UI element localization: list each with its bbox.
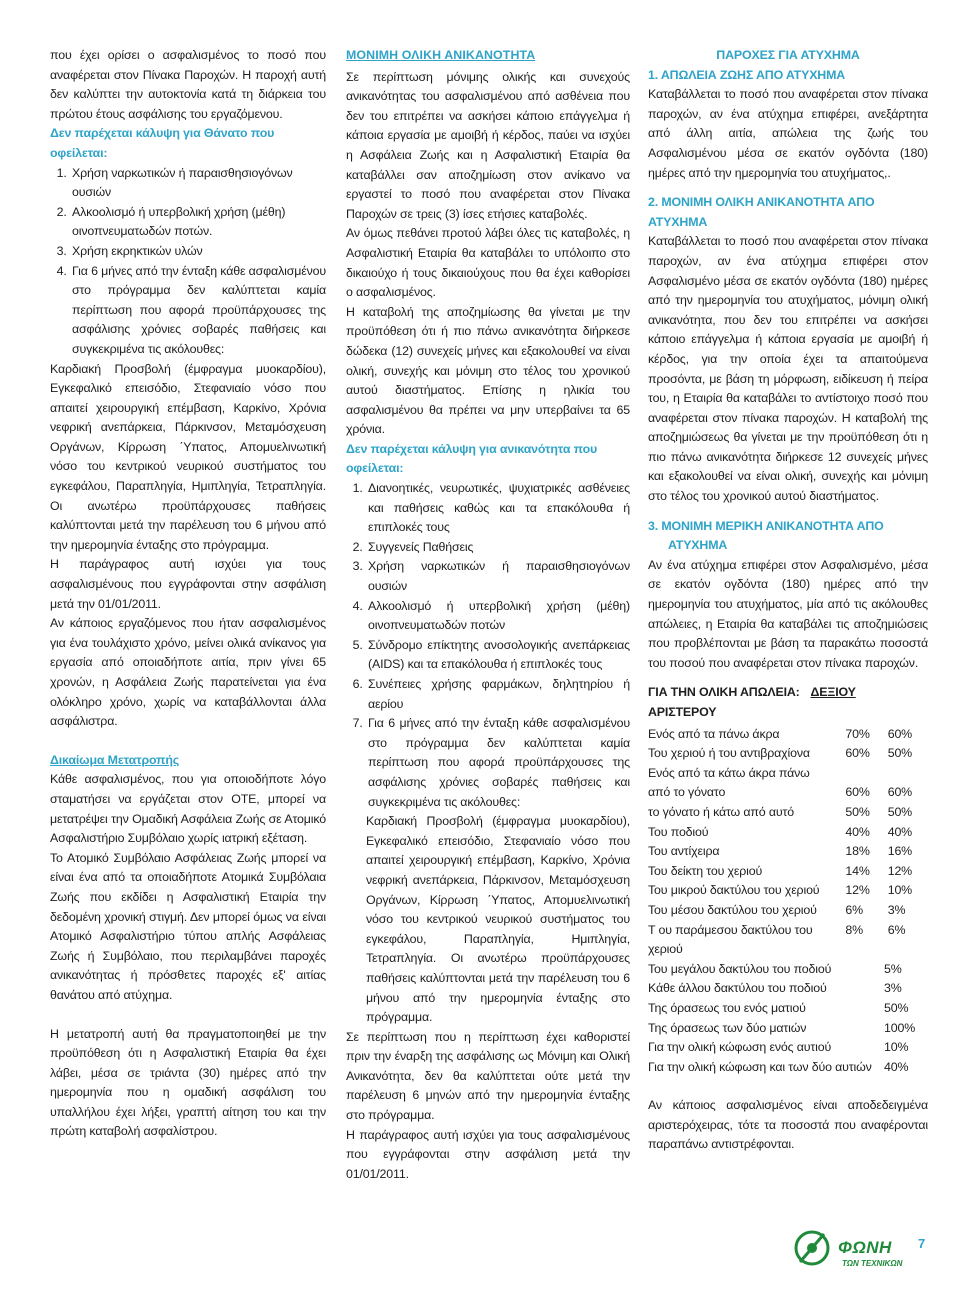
no-cover-disability-list: [346, 479, 630, 812]
table-cell-value: 50%: [884, 1000, 909, 1015]
no-cover-death-list: [50, 164, 326, 360]
list-item: 5. Σύνδρομο επίκτητης ανοσολογικής ανεπάρκειας (AIDS) και τα επακόλουθα ή επιπλοκές τους: [366, 636, 630, 675]
table-cell-right: 60%: [845, 746, 870, 761]
list-item: 1. Διανοητικές, νευρωτικές, ψυχιατρικές ασθένειες και παθήσεις καθώς και τα επακόλουθα ή επιπλοκές τους: [366, 479, 630, 538]
section-1-paragraph: Καταβάλλεται το ποσό που αναφέρεται στον πίνακα παροχών, αν ένα ατύχημα επιφέρει, ανεξάρτητα από άλλη αιτία, απώλεια της ζωής του Ασφαλισμένου μέσα σε εκατόν ογδόντα (180) ημέρες από την ημερομηνία του ατυχήματος,.: [648, 87, 928, 180]
list-item: 6. Συνέπειες χρήσης φαρμάκων, δηλητηρίου ή αερίου: [366, 675, 630, 714]
table-row: [648, 901, 928, 921]
table-cell-left: 40%: [887, 824, 913, 839]
table-cell-left: 16%: [887, 844, 913, 859]
paragraph-disability-3: Η καταβολή της αποζημίωσης θα γίνεται με την προϋπόθεση ότι ή πιο πάνω ανικανότητα διήρκεσε δώδεκα (12) συνεχείς μήνες και εξακολουθεί να είναι ολική, συνεχής και μόνιμη στο τέλος του χρονικού αυτού διαστήματος. Επίσης η ηλικία του ασφαλισμένου θα πρέπει να μην υπερβαίνει τα 65 χρόνια.: [346, 304, 630, 437]
paragraph-conversion-2: Το Ατομικό Συμβόλαιο Ασφάλειας Ζωής μπορεί να είναι ένα από τα οποιαδήποτε Ατομικά Συμβόλαια Ζωής που εκδίδει η Ασφαλιστική Εταιρία την δεδομένη χρονική στιγμή. Δεν μπορεί όμως να είναι Ατομικό Ασφαλιστήριο τύπου απλής Ασφάλειας Ζωής ή Συμβόλαιο, που περιλαμβάνει παροχές ανικανότητας ή πρόσθετες παροχές εξ' αιτίας θανάτου από ατύχημα.: [50, 850, 326, 1002]
table-cell-label: Της όρασεως του ενός ματιού: [648, 1000, 806, 1015]
no-cover-death-heading: Δεν παρέχεται κάλυψη για Θάνατο που οφείλεται:: [50, 126, 275, 160]
paragraph-conversion-1: Κάθε ασφαλισμένος, που για οποιοδήποτε λόγο σταματήσει να εργάζεται στον ΟΤΕ, μπορεί να μετατρέψει την Ομαδική Ασφάλεια Ζωής σε Ατομικό Ασφαλιστήριο Συμβόλαιο χωρίς ιατρική εξέταση.: [50, 772, 326, 846]
table-cell-left: 50%: [887, 746, 913, 761]
table-cell-value: 3%: [884, 981, 902, 996]
list-item: 2. Συγγενείς Παθήσεις: [366, 538, 630, 558]
list-item: 4. Αλκοολισμό ή υπερβολική χρήση (μέθη) οινοπνευματωδών ποτών: [366, 597, 630, 636]
table-cell-value: 5%: [884, 961, 902, 976]
table-header-label: ΓΙΑ ΤΗΝ ΟΛΙΚΗ ΑΠΩΛΕΙΑ:: [648, 685, 800, 700]
paragraph-age-65: Αν κάποιος εργαζόμενος που ήταν ασφαλισμένος για ένα τουλάχιστο χρόνο, μείνει ολικά ανίκανος για εργασία από οποιαδήποτε αιτία, πριν γίνει 65 χρονών, η Ασφάλεια Ζωής παρατείνεται για ένα ολόκληρο χρόνο, χωρίς να καταβάλλονται άλλα ασφάλιστρα.: [50, 616, 326, 729]
table-cell-label: Τ ου παράμεσου δακτύλου του χεριού: [648, 922, 813, 957]
list-item: 3. Χρήση εκρηκτικών υλών: [70, 242, 326, 262]
table-row: [648, 842, 928, 862]
table-row: [648, 1058, 928, 1078]
column-left: [50, 46, 326, 1142]
table-cell-left: [888, 764, 928, 784]
section-3-heading-cont: ΑΤΥΧΗΜΑ: [668, 538, 728, 553]
paragraph-disability-4: Σε περίπτωση που η περίπτωση έχει καθοριστεί πριν την έναρξη της ασφάλισης ως Μόνιμη και Ολική Ανικανότητα, δεν θα καλύπτεται ούτε μετά την παρέλευση 6 μηνών από την ημερομηνία ένταξης στο πρόγραμμα.: [346, 1029, 630, 1123]
section-3-paragraph: Αν ένα ατύχημα επιφέρει στον Ασφαλισμένο, μέσα σε εκατόν ογδόντα (180) ημέρες από την ημερομηνία του ατυχήματος, μία από τις ακόλουθες απώλειες, η Εταιρία θα καταβάλει τις αποζημιώσεις που προβλέπονται με βάση τα παρακάτω ποσοστά του ποσού που αναφέρεται στον πίνακα παροχών.: [648, 557, 928, 670]
column-right: [648, 46, 928, 1155]
table-cell-label: Ενός από τα πάνω άκρα: [648, 726, 780, 741]
table-cell-label: Της όρασεως των δύο ματιών: [648, 1020, 807, 1035]
table-cell-label: Του αντίχειρα: [648, 844, 720, 859]
closing-paragraph: Αν κάποιος ασφαλισμένος είναι αποδεδειγμένα αριστερόχειρας, τότε τα ποσοστά που αναφέρονται παραπάνω αντιστρέφονται.: [648, 1098, 928, 1152]
table-row: [648, 823, 928, 843]
section-1-heading: 1. ΑΠΩΛΕΙΑ ΖΩΗΣ ΑΠΟ ΑΤΥΧΗΜΑ: [648, 67, 846, 82]
paragraph-disability-1: Σε περίπτωση μόνιμης ολικής και συνεχούς ανικανότητας του ασφαλισμένου από ασθένεια που δεν του επιτρέπει να ασκήσει κάποιο επάγγελμα ή κάποια εργασία με αμοιβή ή κέρδος, παύει να ισχύει η Ασφάλεια Ζωής και η Ασφαλιστική Εταιρία θα καταβάλλει σαν αποζημίωση στον ανίκανο να εργαστεί το ποσό που αναφέρεται στον Πίνακα Παροχών σε τρεις (3) ίσες ετήσιες καταβολές.: [346, 69, 630, 221]
section-2-paragraph: Καταβάλλεται το ποσό που αναφέρεται στον πίνακα παροχών, αν ένα ατύχημα επιφέρει στον Ασφαλισμένο μέσα σε εκατόν ογδόντα (180) ημέρες από την ημερομηνία του ατυχήματος, μόνιμη ολική ανικανότητα, που δεν του επιτρέπει να ασκήσει κάποιο επάγγελμα ή κάποια εργασία με αμοιβή ή κέρδος, για την οποία έχει τα απαιτούμενα προσόντα, με βάση τη μόρφωση, ειδίκευση ή πείρα του, η Εταιρία θα καταβάλει το αντίστοιχο ποσό που αναφέρεται στον πίνακα παροχών. Η καταβολή της αποζημιώσεως θα γίνεται με την προϋπόθεση ότι η πιο πάνω ανικανότητα διήρκεσε 12 συνεχείς μήνες και εξακολουθεί να είναι ολική, συνεχής και μόνιμη στο τέλος του χρονικού αυτού διαστήματος.: [648, 234, 928, 504]
table-row: [648, 862, 928, 882]
table-row: [648, 744, 928, 764]
table-cell-right: 50%: [845, 804, 870, 819]
list-item: 4. Για 6 μήνες από την ένταξη κάθε ασφαλισμένου στο πρόγραμμα δεν καλύπτεται καμία περίπτωση που αφορά προϋπάρχουσες της ασφάλισης χρόνιες σοβαρές παθήσεις και συγκεκριμένα τις ακόλουθες:: [70, 262, 326, 360]
page-number: 7: [918, 1236, 926, 1251]
table-cell-label: Κάθε άλλου δακτύλου του ποδιού: [648, 981, 827, 996]
logo-title: ΦΩΝΗ: [838, 1238, 892, 1257]
paragraph-disability-5: Η παράγραφος αυτή ισχύει για τους ασφαλισμένους που εγγράφονται στην ασφάλιση μετά την 01/01/2011.: [346, 1127, 630, 1181]
paragraph-conversion-3: Η μετατροπή αυτή θα πραγματοποιηθεί με την προϋπόθεση ότι η Ασφαλιστική Εταιρία θα έχει λάβει, μέσα σε τριάντα (30) ημέρες από την ημερομηνία που η ομαδική ασφάλιση του υπαλλήλου έχει λήξει, γραπτή αίτηση του και την πρώτη καταβολή ασφαλίστρου.: [50, 1026, 326, 1139]
table-row: [648, 1019, 928, 1039]
list-item: 2. Αλκοολισμό ή υπερβολική χρήση (μέθη) οινοπνευματωδών ποτών.: [70, 203, 326, 242]
table-cell-label: Για την ολική κώφωση ενός αυτιού: [648, 1040, 832, 1055]
paragraph-2011: Η παράγραφος αυτή ισχύει για τους ασφαλισμένους που εγγράφονται στην ασφάλιση μετά την 01/01/2011.: [50, 557, 326, 611]
table-cell-label: από το γόνατο: [648, 785, 726, 800]
no-cover-disability-heading: Δεν παρέχεται κάλυψη για ανικανότητα που οφείλεται:: [346, 441, 598, 476]
paragraph-disability-2: Αν όμως πεθάνει προτού λάβει όλες τις καταβολές, η Ασφαλιστική Εταιρία θα καταβάλει το υπόλοιπο στο δικαιούχο ή τους δικαιούχους που θα έχει καθορίσει ο ασφαλισμένος.: [346, 226, 630, 300]
table-cell-label: Για την ολική κώφωση και των δύο αυτιών: [648, 1059, 872, 1074]
table-row: [648, 1038, 928, 1058]
table-cell-label: Του δείκτη του χεριού: [648, 863, 763, 878]
paragraph-diseases: Καρδιακή Προσβολή (έμφραγμα μυοκαρδίου), Εγκεφαλικό επεισόδιο, Στεφανιαίο νόσο που απαιτεί χειρουργική επέμβαση, Καρκίνο, Χρόνια νεφρική ανεπάρκεια, Πάρκινσον, Μεταμόσχευση Οργάνων, Κίρρωση ΄Υπατος, Απομυελινωτική νόσο του κεντρικού νευρικού συστήματος του εγκεφάλου, Παραπληγία, Ημιπληγία, Τετραπληγία. Οι ανωτέρω προϋπάρχουσες παθήσεις καλύπτονται μετά την παρέλευση του 6 μήνου από την ημερομηνία ένταξης στο πρόγραμμα.: [50, 361, 326, 552]
table-cell-right: [845, 764, 887, 784]
table-cell-right: 18%: [845, 844, 870, 859]
table-row: [648, 921, 928, 960]
table-cell-left: 10%: [887, 883, 913, 898]
list-item: 3. Χρήση ναρκωτικών ή παραισθησιογόνων ουσιών: [366, 557, 630, 596]
permanent-disability-heading: ΜΟΝΙΜΗ ΟΛΙΚΗ ΑΝΙΚΑΝΟΤΗΤΑ: [346, 48, 536, 62]
table-header: [648, 683, 928, 722]
list-item: 7. Για 6 μήνες από την ένταξη κάθε ασφαλισμένου στο πρόγραμμα δεν καλύπτεται καμία περίπτωση που αφορά προϋπάρχουσες της ασφάλισης χρόνιες σοβαρές παθήσεις και συγκεκριμένα τις ακόλουθες:: [366, 714, 630, 812]
column-middle: [346, 46, 630, 1184]
table-cell-right: 70%: [845, 726, 870, 741]
loss-percentage-table: [648, 725, 928, 960]
table-cell-label: Του μέσου δακτύλου του χεριού: [648, 902, 817, 917]
table-cell-value: 100%: [884, 1020, 916, 1035]
table-row: [648, 960, 928, 980]
table-cell-right: 14%: [845, 863, 870, 878]
table-row: [648, 764, 928, 784]
table-row: [648, 725, 928, 745]
table-cell-right: 12%: [845, 883, 870, 898]
table-cell-right: 6%: [845, 902, 864, 917]
list-item: 1. Χρήση ναρκωτικών ή παραισθησιογόνων ουσιών: [70, 164, 326, 203]
accident-benefits-heading: ΠΑΡΟΧΕΣ ΓΙΑ ΑΤΥΧΗΜΑ: [716, 48, 860, 62]
table-row: [648, 979, 928, 999]
section-2-heading: 2. ΜΟΝΙΜΗ ΟΛΙΚΗ ΑΝΙΚΑΝΟΤΗΤΑ ΑΠΟ ΑΤΥΧΗΜΑ: [648, 195, 875, 229]
table-cell-label: το γόνατο ή κάτω από αυτό: [648, 804, 794, 819]
table-cell-left: 60%: [887, 726, 913, 741]
loss-percentage-table-single: [648, 960, 928, 1078]
table-cell-right: 60%: [845, 785, 870, 800]
table-cell-label: Του μικρού δακτύλου του χεριού: [648, 883, 820, 898]
logo-subtitle: ΤΩΝ ΤΕΧΝΙΚΩΝ: [842, 1259, 903, 1268]
table-cell-left: 60%: [887, 785, 913, 800]
table-cell-label: Του μεγάλου δακτύλου του ποδιού: [648, 961, 832, 976]
paragraph-diseases: Καρδιακή Προσβολή (έμφραγμα μυοκαρδίου), Εγκεφαλικό επεισόδιο, Στεφανιαίο νόσο που απαιτεί χειρουργική επέμβαση, Καρκίνο, Χρόνια νεφρική ανεπάρκεια, Πάρκινσον, Μεταμόσχευση Οργάνων, Κίρρωση ΄Υπατος, Απομυελινωτική νόσο του κεντρικού νευρικού συστήματος του εγκεφάλου, Παραπληγία, Ημιπληγία, Τετραπληγία. Οι ανωτέρω προϋπάρχουσες παθήσεις καλύπτονται μετά την παρέλευση του 6 μήνου από την ημερομηνία ένταξης στο πρόγραμμα.: [366, 814, 630, 1025]
table-header-left: ΑΡΙΣΤΕΡΟΥ: [648, 705, 717, 719]
section-3-heading: 3. ΜΟΝΙΜΗ ΜΕΡΙΚΗ ΑΝΙΚΑΝΟΤΗΤΑ ΑΠΟ: [648, 518, 884, 533]
table-cell-value: 40%: [884, 1059, 909, 1074]
paragraph-death-cover: που έχει ορίσει ο ασφαλισμένος το ποσό που αναφέρεται στον Πίνακα Παροχών. Η παροχή αυτή δεν καλύπτει την αυτοκτονία κατά τη διάρκεια του πρώτου έτους ασφάλισης του εργαζόμενου.: [50, 48, 326, 121]
table-cell-left: 50%: [887, 804, 913, 819]
table-cell-value: 10%: [884, 1040, 909, 1055]
table-cell-label: Ενός από τα κάτω άκρα πάνω: [648, 765, 810, 780]
table-cell-right: 40%: [845, 824, 870, 839]
table-cell-label: Του ποδιού: [648, 824, 709, 839]
table-row: [648, 803, 928, 823]
table-row: [648, 881, 928, 901]
table-header-right: ΔΕΞΙΟΥ: [810, 685, 856, 700]
table-cell-right: 8%: [845, 922, 864, 937]
table-row: [648, 783, 928, 803]
table-cell-label: Του χεριού ή του αντιβραχίονα: [648, 746, 810, 761]
table-cell-left: 3%: [887, 902, 906, 917]
conversion-heading: Δικαίωμα Μετατροπής: [50, 752, 180, 767]
table-row: [648, 999, 928, 1019]
table-cell-left: 6%: [887, 922, 906, 937]
table-cell-left: 12%: [887, 863, 913, 878]
